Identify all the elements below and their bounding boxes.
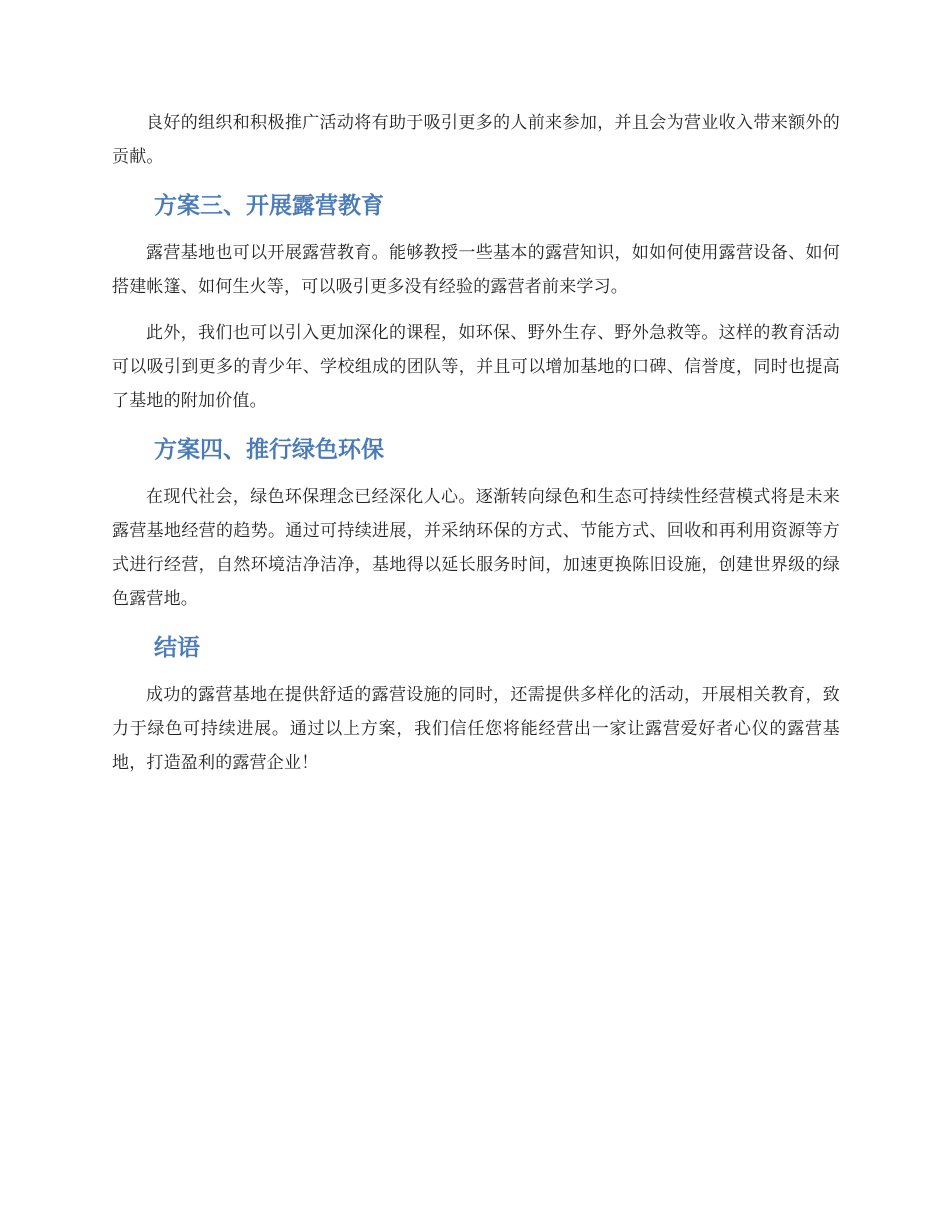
paragraph-conclusion: 成功的露营基地在提供舒适的露营设施的同时，还需提供多样化的活动，开展相关教育，致力于绿色可持续进展。通过以上方案，我们信任您将能经营出一家让露营爱好者心仪的露营基地，打造盈利的露营企业！ bbox=[112, 685, 840, 773]
heading-conclusion: 结语 bbox=[154, 635, 200, 661]
paragraph-advanced-courses: 此外，我们也可以引入更加深化的课程，如环保、野外生存、野外急救等。这样的教育活动可以吸引到更多的青少年、学校组成的团队等，并且可以增加基地的口碑、信誉度，同时也提高了基地的附加价值。 bbox=[112, 323, 840, 411]
paragraph-promotion: 良好的组织和积极推广活动将有助于吸引更多的人前来参加，并且会为营业收入带来额外的贡献。 bbox=[112, 113, 840, 167]
heading-plan-three: 方案三、开展露营教育 bbox=[154, 193, 384, 219]
paragraph-camping-education: 露营基地也可以开展露营教育。能够教授一些基本的露营知识，如如何使用露营设备、如何搭建帐篷、如何生火等，可以吸引更多没有经验的露营者前来学习。 bbox=[112, 243, 840, 297]
paragraph-green-environment: 在现代社会，绿色环保理念已经深化人心。逐渐转向绿色和生态可持续性经营模式将是未来露营基地经营的趋势。通过可持续进展，并采纳环保的方式、节能方式、回收和再利用资源等方式进行经营，自然环境洁净洁净，基地得以延长服务时间，加速更换陈旧设施，创建世界级的绿色露营地。 bbox=[112, 487, 840, 609]
document-page bbox=[112, 106, 840, 792]
heading-plan-four: 方案四、推行绿色环保 bbox=[154, 437, 384, 463]
